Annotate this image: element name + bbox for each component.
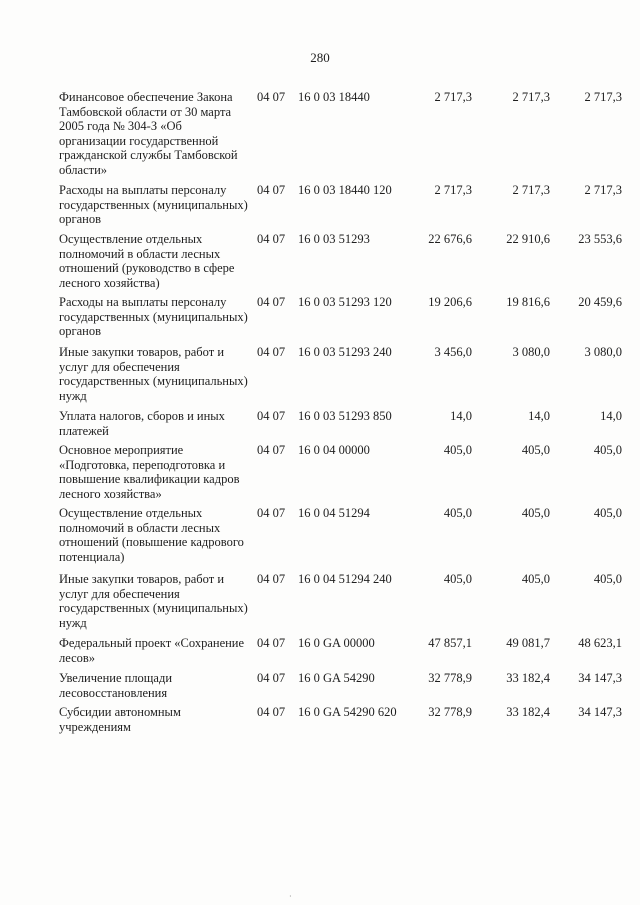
- row-value-3: 34 147,3: [578, 671, 622, 685]
- row-section: 04 07: [257, 90, 286, 104]
- row-name: Основное мероприятие «Подготовка, переподготовка и повышение квалификации кадров лесного хозяйства»: [59, 443, 240, 501]
- row-value-2: 3 080,0: [512, 345, 550, 359]
- row-code: 16 0 GA 54290 620: [298, 705, 397, 719]
- row-value-1: 405,0: [443, 506, 472, 520]
- row-value-2: 19 816,6: [506, 295, 550, 309]
- row-code: 16 0 04 00000: [298, 443, 370, 457]
- row-value-1: 47 857,1: [428, 636, 472, 650]
- row-value-1: 405,0: [443, 572, 472, 586]
- row-name: Осуществление отдельных полномочий в области лесных отношений (руководство в сфере лесного хозяйства): [59, 232, 235, 290]
- row-value-3: 34 147,3: [578, 705, 622, 719]
- row-section: 04 07: [257, 572, 286, 586]
- row-value-3: 405,0: [593, 572, 622, 586]
- row-section: 04 07: [257, 671, 286, 685]
- row-value-2: 22 910,6: [506, 232, 550, 246]
- row-value-1: 19 206,6: [428, 295, 472, 309]
- row-value-3: 48 623,1: [578, 636, 622, 650]
- row-value-2: 2 717,3: [512, 183, 550, 197]
- row-value-1: 32 778,9: [428, 671, 472, 685]
- row-value-1: 2 717,3: [434, 183, 472, 197]
- row-value-1: 2 717,3: [434, 90, 472, 104]
- row-section: 04 07: [257, 183, 286, 197]
- row-code: 16 0 03 51293 240: [298, 345, 392, 359]
- row-code: 16 0 03 51293 850: [298, 409, 392, 423]
- row-name: Уплата налогов, сборов и иных платежей: [59, 409, 225, 438]
- row-value-3: 23 553,6: [578, 232, 622, 246]
- row-name: Финансовое обеспечение Закона Тамбовской области от 30 марта 2005 года № 304-З «Об организации государственной гражданской службы Тамбовской области»: [59, 90, 238, 177]
- row-section: 04 07: [257, 636, 286, 650]
- row-name: Осуществление отдельных полномочий в области лесных отношений (повышение кадрового потенциала): [59, 506, 244, 564]
- row-code: 16 0 GA 54290: [298, 671, 375, 685]
- page-number: 280: [310, 50, 330, 65]
- row-value-1: 405,0: [443, 443, 472, 457]
- row-code: 16 0 03 51293 120: [298, 295, 392, 309]
- row-name: Иные закупки товаров, работ и услуг для обеспечения государственных (муниципальных) нужд: [59, 345, 248, 403]
- scan-mark: ·: [289, 892, 292, 901]
- row-section: 04 07: [257, 345, 286, 359]
- row-value-3: 405,0: [593, 443, 622, 457]
- row-code: 16 0 04 51294: [298, 506, 370, 520]
- row-value-2: 33 182,4: [506, 705, 550, 719]
- row-name: Субсидии автономным учреждениям: [59, 705, 181, 734]
- row-value-2: 2 717,3: [512, 90, 550, 104]
- row-value-1: 22 676,6: [428, 232, 472, 246]
- row-value-1: 32 778,9: [428, 705, 472, 719]
- row-code: 16 0 04 51294 240: [298, 572, 392, 586]
- row-value-2: 405,0: [521, 443, 550, 457]
- row-value-2: 405,0: [521, 572, 550, 586]
- row-value-2: 14,0: [528, 409, 550, 423]
- row-code: 16 0 GA 00000: [298, 636, 375, 650]
- row-name: Расходы на выплаты персоналу государственных (муниципальных) органов: [59, 183, 248, 227]
- row-name: Увеличение площади лесовосстановления: [59, 671, 173, 700]
- row-name: Федеральный проект «Сохранение лесов»: [59, 636, 245, 665]
- row-value-3: 2 717,3: [584, 183, 622, 197]
- row-value-3: 405,0: [593, 506, 622, 520]
- row-code: 16 0 03 51293: [298, 232, 370, 246]
- row-value-2: 33 182,4: [506, 671, 550, 685]
- row-value-2: 405,0: [521, 506, 550, 520]
- row-code: 16 0 03 18440: [298, 90, 370, 104]
- row-value-1: 3 456,0: [434, 345, 472, 359]
- row-value-2: 49 081,7: [506, 636, 550, 650]
- row-value-1: 14,0: [450, 409, 472, 423]
- row-value-3: 3 080,0: [584, 345, 622, 359]
- row-section: 04 07: [257, 409, 286, 423]
- row-section: 04 07: [257, 295, 286, 309]
- row-section: 04 07: [257, 443, 286, 457]
- row-section: 04 07: [257, 506, 286, 520]
- row-section: 04 07: [257, 705, 286, 719]
- row-value-3: 14,0: [600, 409, 622, 423]
- row-value-3: 2 717,3: [584, 90, 622, 104]
- row-code: 16 0 03 18440 120: [298, 183, 392, 197]
- row-name: Иные закупки товаров, работ и услуг для обеспечения государственных (муниципальных) нужд: [59, 572, 248, 630]
- row-section: 04 07: [257, 232, 286, 246]
- row-value-3: 20 459,6: [578, 295, 622, 309]
- row-name: Расходы на выплаты персоналу государственных (муниципальных) органов: [59, 295, 248, 339]
